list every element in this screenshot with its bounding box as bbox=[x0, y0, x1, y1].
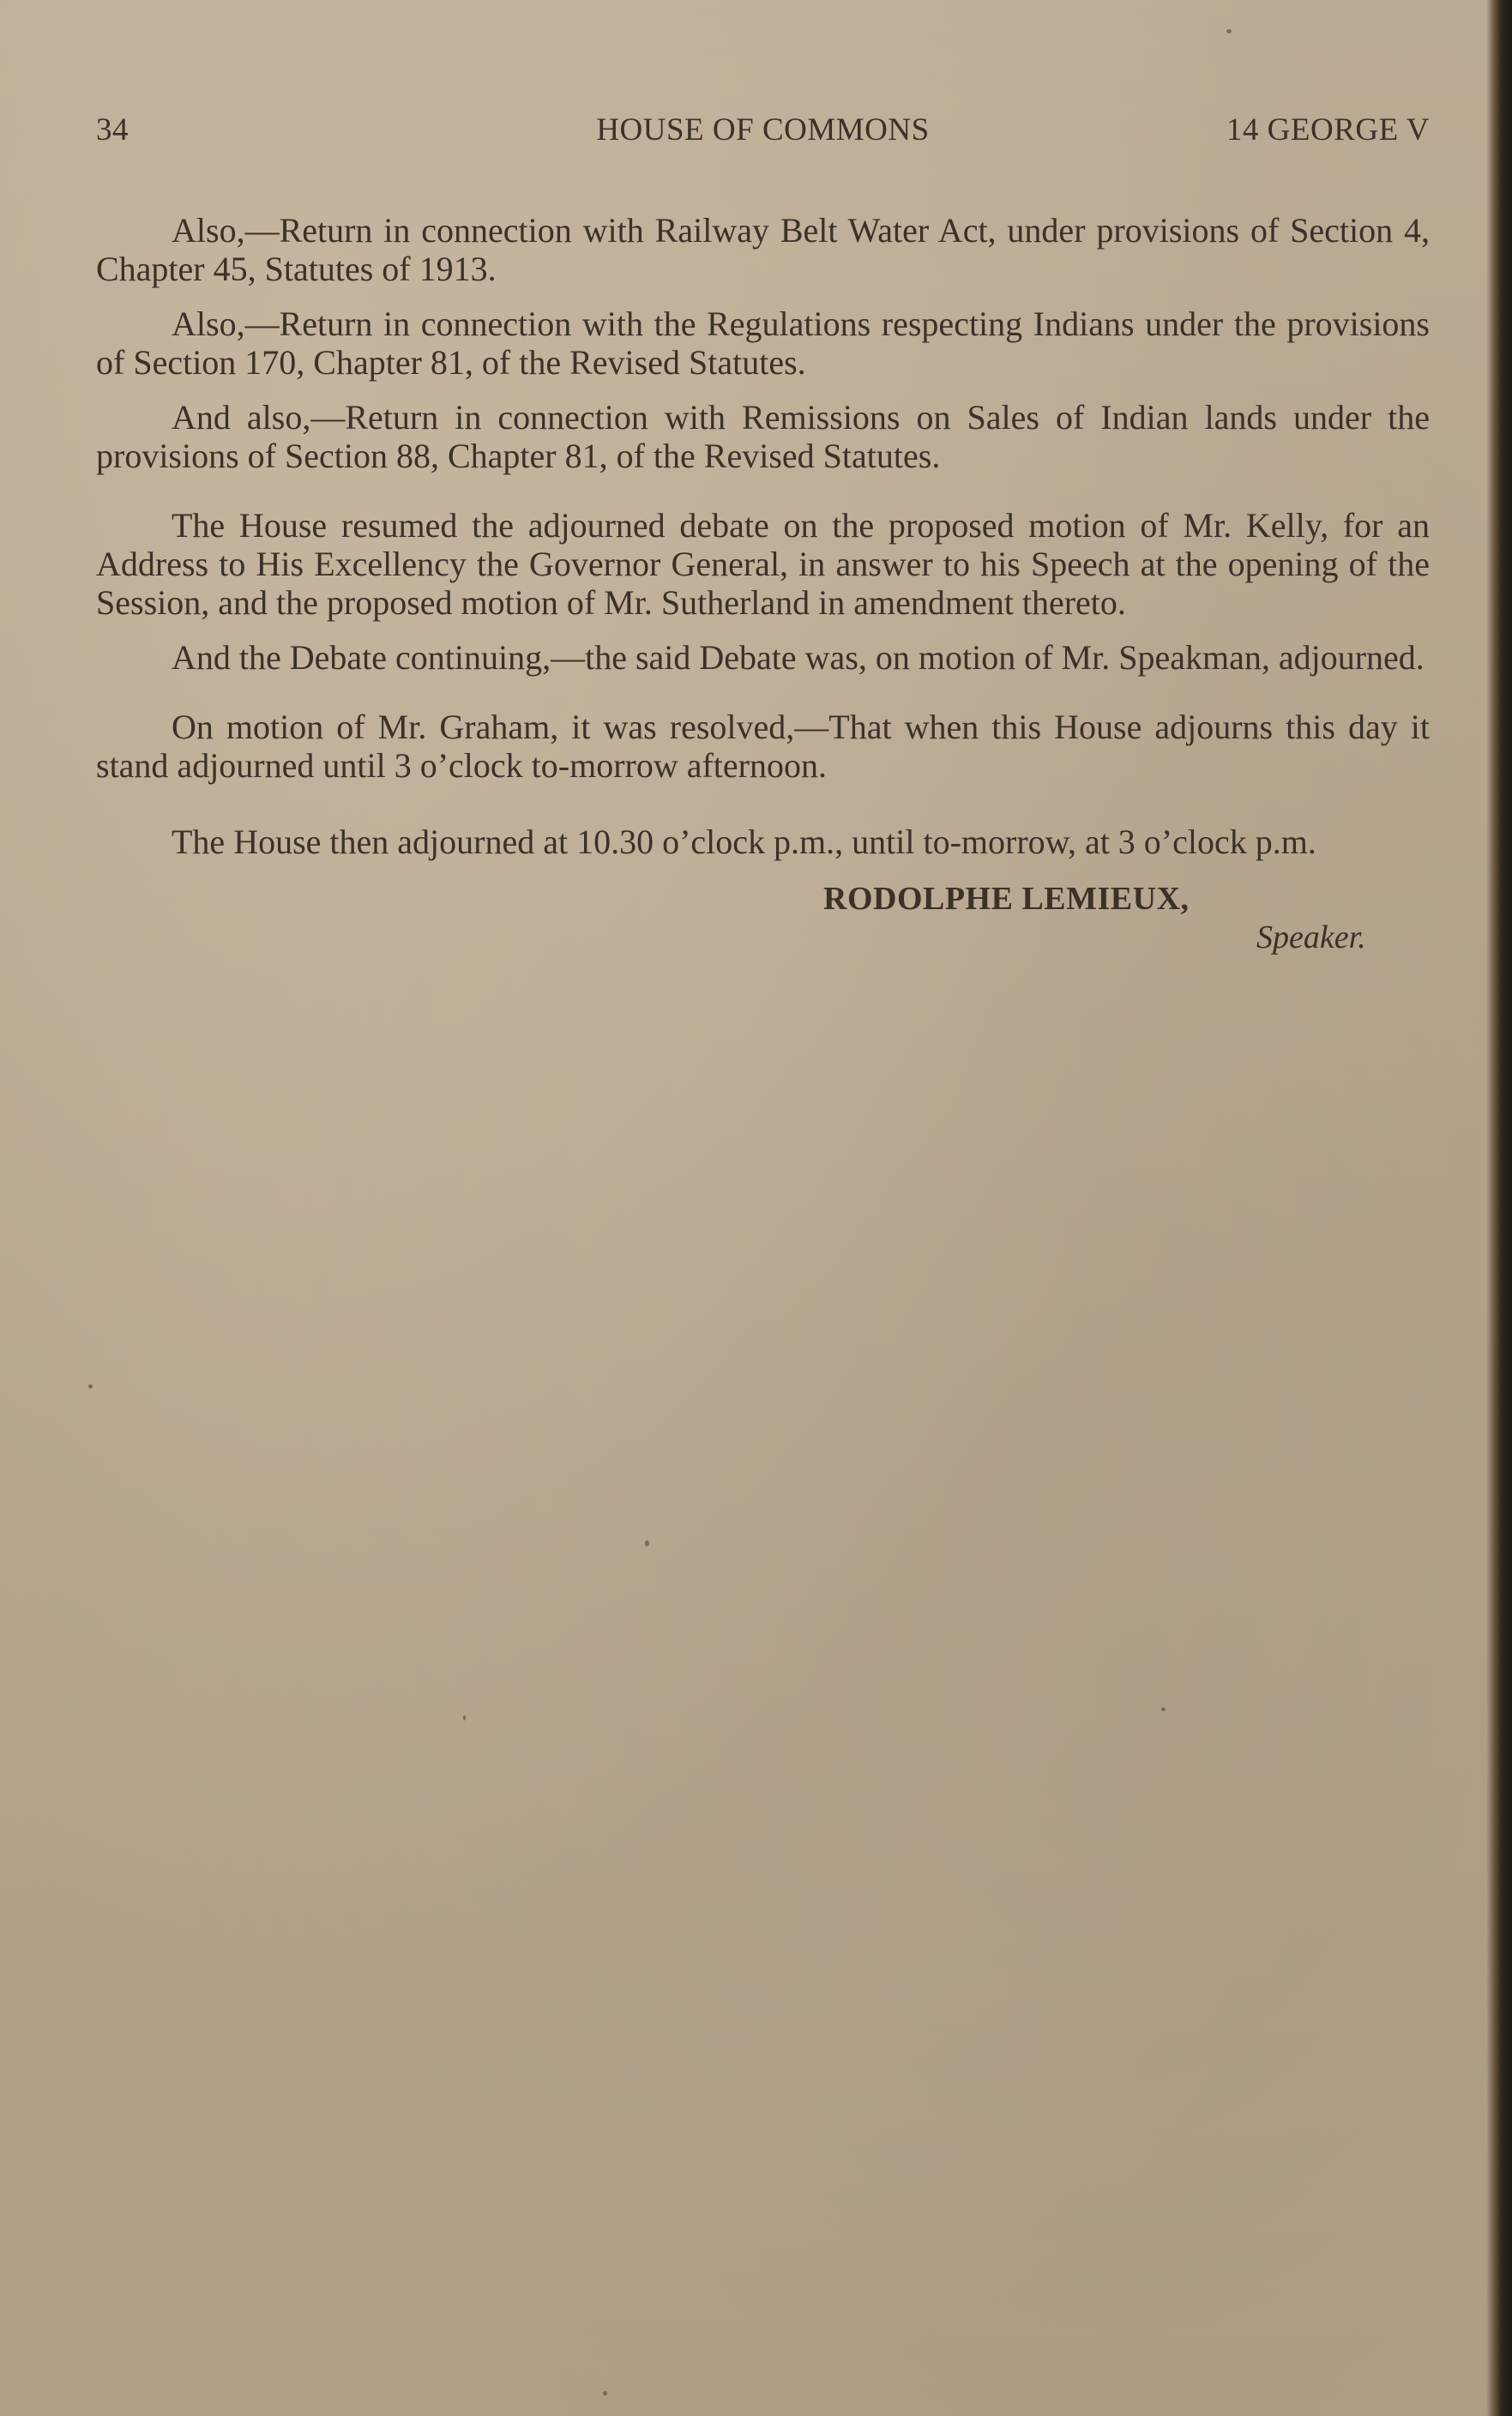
paragraph-adjourned-debate: The House resumed the adjourned debate on the proposed motion of Mr. Kelly, for an Address to His Excellency the Governor General, in answer to his Speech at the opening of the Session, and the proposed motion of Mr. Sutherland in amendment thereto. bbox=[96, 506, 1430, 622]
paper-speck bbox=[645, 1540, 649, 1546]
paragraph-return-indian-lands: And also,—Return in connection with Remissions on Sales of Indian lands under the provisions of Section 88, Chapter 81, of the Revised Statutes. bbox=[96, 398, 1430, 475]
paper-speck bbox=[603, 2391, 607, 2395]
journal-body bbox=[96, 211, 1430, 983]
paper-speck bbox=[88, 1384, 93, 1389]
paper-speck bbox=[463, 1715, 466, 1720]
running-header bbox=[96, 111, 1430, 154]
paper-speck bbox=[1226, 29, 1232, 33]
page-number: 34 bbox=[96, 112, 129, 148]
header-title: HOUSE OF COMMONS bbox=[596, 112, 930, 148]
header-reign: 14 GEORGE V bbox=[1226, 112, 1430, 148]
speaker-title: Speaker. bbox=[1256, 919, 1366, 955]
paragraph-return-indian-regulations: Also,—Return in connection with the Regulations respecting Indians under the provisions of Section 170, Chapter 81, of the Revised Statutes. bbox=[96, 304, 1430, 382]
speaker-signature-block bbox=[96, 880, 1430, 983]
speaker-name: RODOLPHE LEMIEUX, bbox=[823, 881, 1190, 917]
paragraph-debate-continuing: And the Debate continuing,—the said Debate was, on motion of Mr. Speakman, adjourned. bbox=[172, 638, 1425, 677]
paragraph-return-railway-belt: Also,—Return in connection with Railway Belt Water Act, under provisions of Section 4, Chapter 45, Statutes of 1913. bbox=[96, 211, 1430, 288]
paragraph-graham-motion: On motion of Mr. Graham, it was resolved,—That when this House adjourns this day it stand adjourned until 3 o’clock to-morrow afternoon. bbox=[96, 708, 1430, 785]
paragraph-house-adjourned: The House then adjourned at 10.30 o’clock p.m., until to-morrow, at 3 o’clock p.m. bbox=[172, 822, 1316, 861]
page-binding-edge bbox=[1486, 0, 1512, 2416]
paper-speck bbox=[1161, 1708, 1166, 1711]
